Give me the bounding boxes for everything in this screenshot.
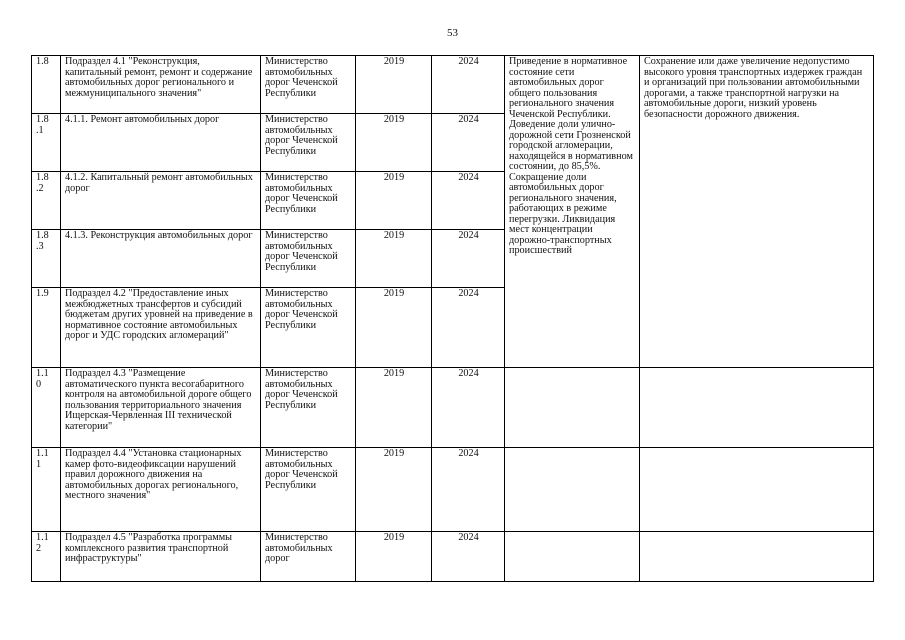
end-year: 2024 — [432, 532, 505, 582]
measure-name: Подраздел 4.3 "Размещение автоматического пункта весогабаритного контроля на автомобильной дороге общего пользования территориального значения Ищерская-Червленная III технической категории" — [61, 368, 261, 448]
start-year: 2019 — [356, 114, 432, 172]
end-year: 2024 — [432, 368, 505, 448]
start-year: 2019 — [356, 230, 432, 288]
table-row — [32, 448, 874, 532]
expected-result — [505, 448, 640, 532]
executor: Министерство автомобильных дорог Чеченской Республики — [261, 448, 356, 532]
measure-name: Подраздел 4.4 "Установка стационарных камер фото-видеофиксации нарушений правил дорожного движения на автомобильных дорогах регионального, местного значения" — [61, 448, 261, 532]
measure-name: Подраздел 4.1 "Реконструкция, капитальный ремонт, ремонт и содержание автомобильных дорог регионального и межмуниципального значения" — [61, 56, 261, 114]
end-year: 2024 — [432, 288, 505, 368]
start-year: 2019 — [356, 288, 432, 368]
table-row — [32, 532, 874, 582]
end-year: 2024 — [432, 56, 505, 114]
table-row — [32, 56, 874, 114]
consequence-of-non-implementation — [640, 368, 874, 448]
start-year: 2019 — [356, 172, 432, 230]
start-year: 2019 — [356, 532, 432, 582]
executor: Министерство автомобильных дорог Чеченской Республики — [261, 56, 356, 114]
row-number: 1.8 .2 — [32, 172, 61, 230]
row-number: 1.8 .1 — [32, 114, 61, 172]
row-number: 1.9 — [32, 288, 61, 368]
measure-name: 4.1.1. Ремонт автомобильных дорог — [61, 114, 261, 172]
executor: Министерство автомобильных дорог Чеченской Республики — [261, 230, 356, 288]
table-row — [32, 368, 874, 448]
consequence-of-non-implementation: Сохранение или даже увеличение недопустимо высокого уровня транспортных издержек граждан и организаций при пользовании автомобильными дорогами, а также транспортной нагрузки на автомобильные дороги, низкий уровень безопасности дорожного движения. — [640, 56, 874, 368]
start-year: 2019 — [356, 448, 432, 532]
measure-name: Подраздел 4.2 "Предоставление иных межбюджетных трансфертов и субсидий бюджетам других уровней на приведение в нормативное состояние автомобильных дорог и УДС городских агломераций" — [61, 288, 261, 368]
executor: Министерство автомобильных дорог — [261, 532, 356, 582]
row-number: 1.1 0 — [32, 368, 61, 448]
program-measures-table — [31, 55, 874, 582]
page-number: 53 — [447, 27, 458, 39]
consequence-of-non-implementation — [640, 532, 874, 582]
expected-result: Приведение в нормативное состояние сети автомобильных дорог общего пользования регионального значения Чеченской Республики. Доведение доли улично-дорожной сети Грозненской городской агломерации, находящейся в нормативном состоянии, до 85,5%. Сокращение доли автомобильных дорог регионального значения, работающих в режиме перегрузки. Ликвидация мест концентрации дорожно-транспортных происшествий — [505, 56, 640, 368]
measure-name: 4.1.3. Реконструкция автомобильных дорог — [61, 230, 261, 288]
end-year: 2024 — [432, 230, 505, 288]
start-year: 2019 — [356, 56, 432, 114]
expected-result — [505, 368, 640, 448]
end-year: 2024 — [432, 172, 505, 230]
end-year: 2024 — [432, 114, 505, 172]
measure-name: Подраздел 4.5 "Разработка программы комплексного развития транспортной инфраструктуры" — [61, 532, 261, 582]
end-year: 2024 — [432, 448, 505, 532]
row-number: 1.8 .3 — [32, 230, 61, 288]
executor: Министерство автомобильных дорог Чеченской Республики — [261, 368, 356, 448]
start-year: 2019 — [356, 368, 432, 448]
expected-result — [505, 532, 640, 582]
row-number: 1.8 — [32, 56, 61, 114]
executor: Министерство автомобильных дорог Чеченской Республики — [261, 172, 356, 230]
row-number: 1.1 1 — [32, 448, 61, 532]
measure-name: 4.1.2. Капитальный ремонт автомобильных дорог — [61, 172, 261, 230]
executor: Министерство автомобильных дорог Чеченской Республики — [261, 114, 356, 172]
consequence-of-non-implementation — [640, 448, 874, 532]
row-number: 1.1 2 — [32, 532, 61, 582]
executor: Министерство автомобильных дорог Чеченской Республики — [261, 288, 356, 368]
